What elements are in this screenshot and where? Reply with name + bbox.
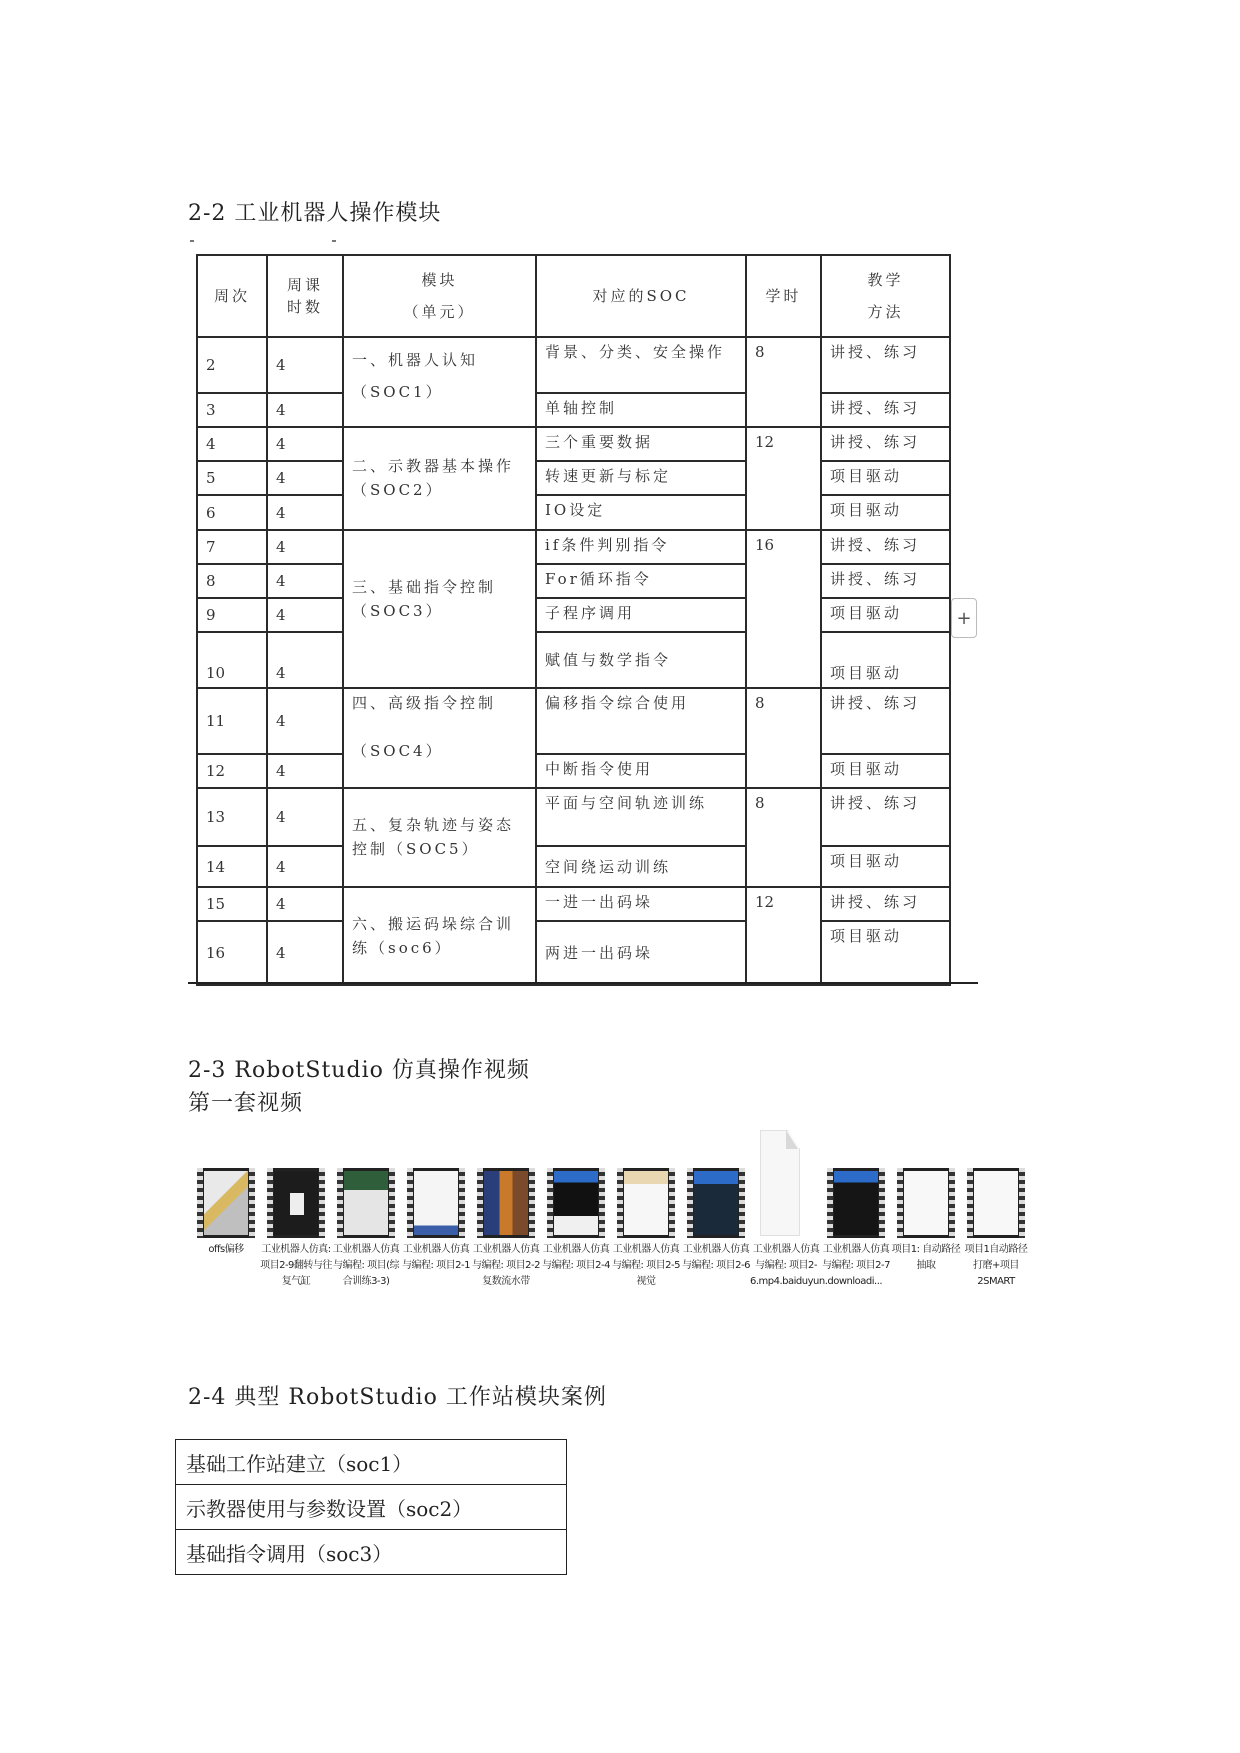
- cell-soc: 转速更新与标定: [536, 461, 746, 495]
- cell-hours: 4: [267, 846, 343, 886]
- plus-icon: +: [956, 607, 972, 629]
- table-row: [197, 461, 950, 495]
- cell-periods: 12: [746, 427, 821, 529]
- table-row: [176, 1530, 567, 1575]
- video-thumbnail-icon: [547, 1168, 605, 1238]
- cell-hours: 4: [267, 788, 343, 846]
- cell-soc: 中断指令使用: [536, 754, 746, 788]
- cell-week: 5: [197, 461, 267, 495]
- video-file-label: 工业机器人仿真与编程: 项目2-6: [682, 1244, 750, 1271]
- cell-soc: 三个重要数据: [536, 427, 746, 461]
- cell-module: 三、基础指令控制 （SOC3）: [343, 530, 536, 688]
- cell-week: 7: [197, 530, 267, 564]
- module-schedule-table: [196, 254, 951, 986]
- video-thumbnail-icon: [337, 1168, 395, 1238]
- table-row: [197, 754, 950, 788]
- cell-periods: 12: [746, 887, 821, 985]
- table-row: [197, 337, 950, 393]
- case-cell: 基础指令调用（soc3）: [176, 1530, 567, 1575]
- video-file-label: offs偏移: [208, 1244, 244, 1255]
- table-bottom-rule: [188, 982, 978, 984]
- cell-hours: 4: [267, 598, 343, 632]
- cell-soc: 空间绕运动训练: [536, 846, 746, 886]
- cell-hours: 4: [267, 393, 343, 427]
- table-row: [197, 530, 950, 564]
- cell-week: 13: [197, 788, 267, 846]
- cell-hours: 4: [267, 495, 343, 529]
- video-file-label: 工业机器人仿真: 项目2-9翻转与往复气缸: [260, 1244, 332, 1287]
- cell-method: 项目驱动: [821, 846, 950, 886]
- table-row: [197, 846, 950, 886]
- cell-method: 讲授、练习: [821, 887, 950, 921]
- cell-soc: 子程序调用: [536, 598, 746, 632]
- section-2-3-heading: 2-3 RobotStudio 仿真操作视频: [188, 1058, 530, 1083]
- video-thumbnail-icon: [477, 1168, 535, 1238]
- cell-week: 8: [197, 564, 267, 598]
- video-thumbnail-icon: [267, 1168, 325, 1238]
- cell-method: 讲授、练习: [821, 337, 950, 393]
- cell-soc: if条件判别指令: [536, 530, 746, 564]
- cell-hours: 4: [267, 427, 343, 461]
- cell-week: 15: [197, 887, 267, 921]
- video-thumbnail-icon: [407, 1168, 465, 1238]
- video-file-label: 工业机器人仿真与编程: 项目2-2复数流水带: [472, 1244, 540, 1287]
- table-row: [197, 564, 950, 598]
- col-header-soc: 对应的SOC: [536, 255, 746, 337]
- cell-week: 11: [197, 688, 267, 754]
- cell-module: 一、机器人认知 （SOC1）: [343, 337, 536, 427]
- table-row: [176, 1485, 567, 1530]
- cell-week: 9: [197, 598, 267, 632]
- cell-week: 10: [197, 632, 267, 688]
- table-row: [197, 427, 950, 461]
- cell-periods: 8: [746, 337, 821, 427]
- cell-hours: 4: [267, 461, 343, 495]
- case-cell: 基础工作站建立（soc1）: [176, 1440, 567, 1485]
- video-file-label: 项目1: 自动路径抽取: [891, 1244, 961, 1271]
- workstation-cases-table: [175, 1439, 567, 1575]
- video-thumbnail-icon: [197, 1168, 255, 1238]
- cell-hours: 4: [267, 632, 343, 688]
- cell-periods: 8: [746, 788, 821, 886]
- cell-soc: 单轴控制: [536, 393, 746, 427]
- video-file-label: 项目1自动路径打磨+项目2SMART: [964, 1244, 1028, 1287]
- cell-hours: 4: [267, 921, 343, 985]
- table-row: [197, 887, 950, 921]
- cell-module: 四、高级指令控制 （SOC4）: [343, 688, 536, 788]
- video-file-label: 工业机器人仿真与编程: 项目2-1: [402, 1244, 470, 1271]
- cell-hours: 4: [267, 530, 343, 564]
- cell-module: 五、复杂轨迹与姿态控制（SOC5）: [343, 788, 536, 886]
- video-thumbnail-icon: [827, 1168, 885, 1238]
- cell-soc: For循环指令: [536, 564, 746, 598]
- cell-module: 二、示教器基本操作（SOC2）: [343, 427, 536, 529]
- scan-edge-mark: [332, 240, 336, 242]
- cell-week: 2: [197, 337, 267, 393]
- cell-soc: 背景、分类、安全操作: [536, 337, 746, 393]
- table-row: [197, 632, 950, 688]
- section-2-4-heading: 2-4 典型 RobotStudio 工作站模块案例: [188, 1385, 607, 1410]
- video-set-subheading: 第一套视频: [188, 1091, 304, 1116]
- table-row: [197, 688, 950, 754]
- table-row: [197, 598, 950, 632]
- module-schedule-table-image: [196, 254, 949, 986]
- cell-method: 讲授、练习: [821, 564, 950, 598]
- cell-method: 项目驱动: [821, 754, 950, 788]
- table-row: [176, 1440, 567, 1485]
- col-header-module: 模块 （单元）: [343, 255, 536, 337]
- cell-week: 3: [197, 393, 267, 427]
- video-thumbnail-icon: [617, 1168, 675, 1238]
- video-file-label: 工业机器人仿真与编程: 项目(综合训练3-3): [332, 1244, 400, 1287]
- video-thumbnail-icon: [897, 1168, 955, 1238]
- col-header-periods: 学时: [746, 255, 821, 337]
- cell-soc: 偏移指令综合使用: [536, 688, 746, 754]
- video-file-label: 工业机器人仿真与编程: 项目2-7: [822, 1244, 890, 1271]
- cell-method: 项目驱动: [821, 598, 950, 632]
- add-row-button[interactable]: [951, 598, 977, 638]
- col-header-week: 周次: [197, 255, 267, 337]
- cell-soc: 一进一出码垛: [536, 887, 746, 921]
- cell-method: 项目驱动: [821, 632, 950, 688]
- video-thumbnail-icon: [687, 1168, 745, 1238]
- video-thumbnail-icon: [967, 1168, 1025, 1238]
- cell-week: 14: [197, 846, 267, 886]
- video-file-label: 工业机器人仿真与编程: 项目2-5视觉: [612, 1244, 680, 1287]
- table-row: [197, 393, 950, 427]
- cell-soc: 平面与空间轨迹训练: [536, 788, 746, 846]
- section-2-2-heading: 2-2 工业机器人操作模块: [188, 201, 442, 226]
- cell-hours: 4: [267, 887, 343, 921]
- cell-week: 16: [197, 921, 267, 985]
- table-row: [197, 788, 950, 846]
- cell-week: 12: [197, 754, 267, 788]
- cell-method: 讲授、练习: [821, 530, 950, 564]
- table-row: [197, 495, 950, 529]
- scan-edge-mark: [190, 240, 194, 242]
- cell-soc: 两进一出码垛: [536, 921, 746, 985]
- case-cell: 示教器使用与参数设置（soc2）: [176, 1485, 567, 1530]
- cell-periods: 8: [746, 688, 821, 788]
- cell-method: 讲授、练习: [821, 788, 950, 846]
- col-header-weekly-hours: 周课 时数: [267, 255, 343, 337]
- cell-week: 6: [197, 495, 267, 529]
- table-row: [197, 921, 950, 985]
- cell-soc: 赋值与数学指令: [536, 632, 746, 688]
- cell-hours: 4: [267, 337, 343, 393]
- col-header-method: 教学 方法: [821, 255, 950, 337]
- video-file-label: 工业机器人仿真与编程: 项目2-6.mp4.baiduyun.downloadi...: [750, 1244, 883, 1287]
- cell-hours: 4: [267, 754, 343, 788]
- cell-method: 讲授、练习: [821, 688, 950, 754]
- cell-hours: 4: [267, 564, 343, 598]
- cell-method: 项目驱动: [821, 921, 950, 985]
- cell-soc: IO设定: [536, 495, 746, 529]
- cell-method: 项目驱动: [821, 461, 950, 495]
- cell-periods: 16: [746, 530, 821, 688]
- cell-method: 讲授、练习: [821, 427, 950, 461]
- cell-method: 项目驱动: [821, 495, 950, 529]
- cell-hours: 4: [267, 688, 343, 754]
- cell-method: 讲授、练习: [821, 393, 950, 427]
- cell-week: 4: [197, 427, 267, 461]
- cell-module: 六、搬运码垛综合训练（soc6）: [343, 887, 536, 985]
- video-file-label: 工业机器人仿真与编程: 项目2-4: [542, 1244, 610, 1271]
